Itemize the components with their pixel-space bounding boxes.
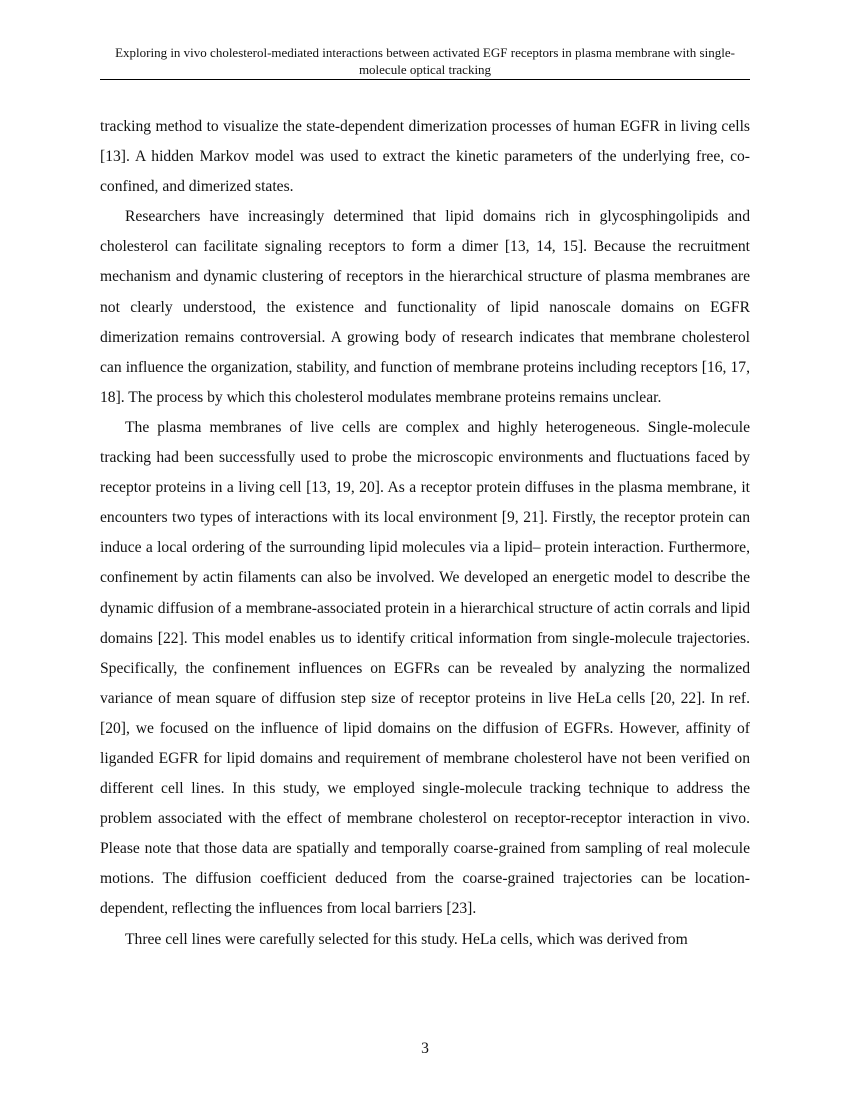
- paragraph-3: The plasma membranes of live cells are complex and highly heterogeneous. Single-molecule tracking had been successfully used to probe the microscopic environments and fluctuations faced by receptor proteins in a living cell [13, 19, 20]. As a receptor protein diffuses in the plasma membrane, it encounters two types of interactions with its local environment [9, 21]. Firstly, the receptor protein can induce a local ordering of the surrounding lipid molecules via a lipid– protein interaction. Furthermore, confinement by actin filaments can also be involved. We developed an energetic model to describe the dynamic diffusion of a membrane-associated protein in a hierarchical structure of actin corrals and lipid domains [22]. This model enables us to identify critical information from single-molecule trajectories. Specifically, the confinement influences on EGFRs can be revealed by analyzing the normalized variance of mean square of diffusion step size of receptor proteins in live HeLa cells [20, 22]. In ref. [20], we focused on the influence of lipid domains on the diffusion of EGFRs. However, affinity of liganded EGFR for lipid domains and requirement of membrane cholesterol have not been verified on different cell lines. In this study, we employed single-molecule tracking technique to address the problem associated with the effect of membrane cholesterol on receptor-receptor interaction in vivo. Please note that those data are spatially and temporally coarse-grained from sampling of real molecule motions. The diffusion coefficient deduced from the coarse-grained trajectories can be location-dependent, reflecting the influences from local barriers [23].: [100, 418, 750, 918]
- paragraph-1: tracking method to visualize the state-dependent dimerization processes of human EGFR in living cells [13]. A hidden Markov model was used to extract the kinetic parameters of the underlying free, co-confined, and dimerized states.: [100, 118, 750, 196]
- paragraph-2: Researchers have increasingly determined that lipid domains rich in glycosphingolipids and cholesterol can facilitate signaling receptors to form a dimer [13, 14, 15]. Because the recruitment mechanism and dynamic clustering of receptors in the hierarchical structure of plasma membranes are not clearly understood, the existence and functionality of lipid nanoscale domains on EGFR dimerization remains controversial. A growing body of research indicates that membrane cholesterol can influence the organization, stability, and function of membrane proteins including receptors [16, 17, 18]. The process by which this cholesterol modulates membrane proteins remains unclear.: [100, 208, 750, 406]
- paragraph-4: Three cell lines were carefully selected for this study. HeLa cells, which was derived from: [125, 930, 688, 948]
- running-header: Exploring in vivo cholesterol-mediated interactions between activated EGF receptors in plasma membrane with single-molecule optical tracking: [100, 44, 750, 80]
- page-number: 3: [421, 1040, 429, 1057]
- body-text: [100, 112, 750, 955]
